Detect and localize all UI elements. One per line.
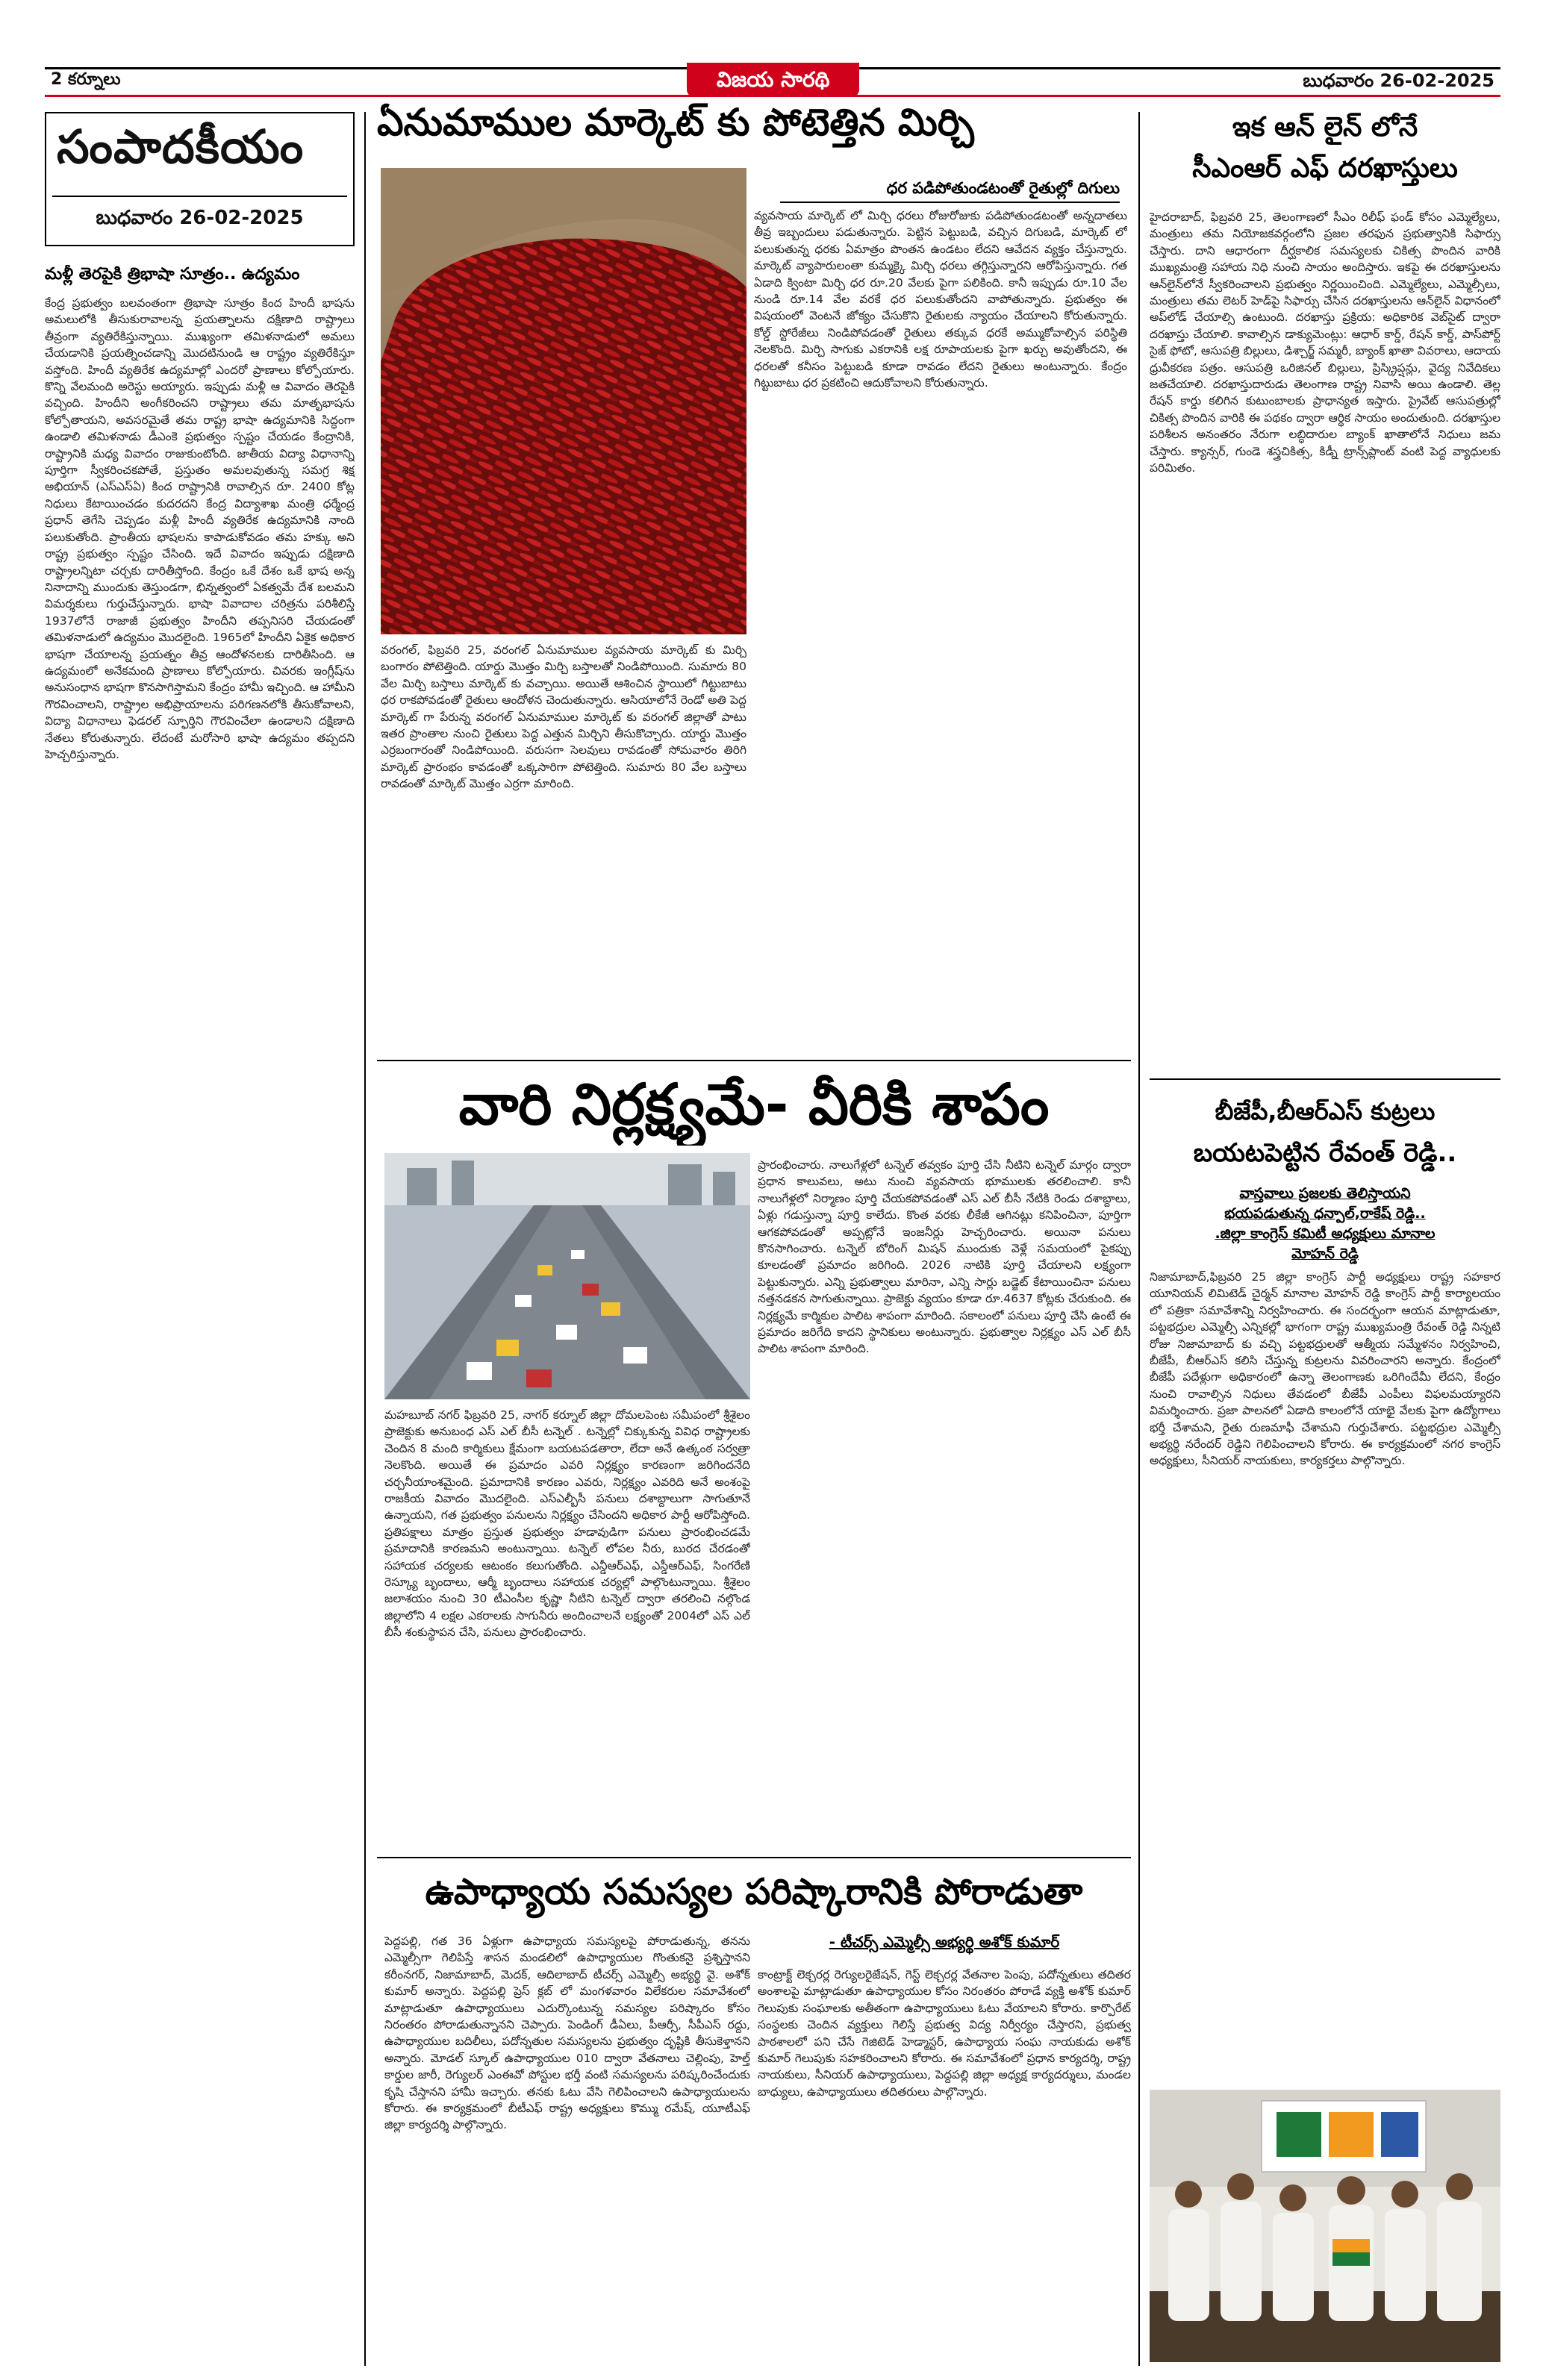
section-divider (1150, 1078, 1500, 1080)
bjp-subhead-1: వాస్తవాలు ప్రజలకు తెలిస్తాయని (1239, 1185, 1411, 1202)
editorial-rule (52, 196, 347, 197)
section-divider (377, 1060, 1131, 1061)
cmrf-headline-2: సీఎంఆర్ ఎఫ్ దరఖాస్తులు (1192, 153, 1458, 184)
column-divider (364, 112, 366, 2366)
editorial-title: సంపాదకీయం (57, 119, 305, 174)
teachers-body-right: కాంట్రాక్ట్ లెక్చరర్ల రెగ్యులరైజేషన్, గెస్ట్ లెక్చరర్ల వేతనాల పెంపు, పదోన్నతులు తదితర అంశాలపై మాట్లాడుతూ ఉపాధ్యాయుల కోసం నిరంతరం పోరాడే వ్యక్తి అశోక్ కుమార్ గెలుపుకు సంఘాలకు అతీతంగా ఉపాధ్యాయులు ఓటు వేయాలని కోరారు. కార్పొరేట్ సంస్థలకు చెందిన వ్యక్తులు గెలిస్తే ప్రభుత్వ విద్య నిర్వీర్యం చేస్తారని, ప్రభుత్వ పాఠశాలలో పని చేసే గెజిటెడ్ హెడ్మాస్టర్, ఉపాధ్యాయ సంఘ నాయకుడు అశోక్ కుమార్ గెలుపుకు సహకరించాలని కోరారు. ఈ సమావేశంలో ప్రధాన కార్యదర్శి, రాష్ట్ర నాయకులు, సీనియర్ ఉపాధ్యాయులు, పెద్దపల్లి జిల్లా అధ్యక్ష కార్యదర్శులు, మండల బాధ్యులు, ఉపాధ్యాయులు తదితరులు పాల్గొన్నారు. (758, 1968, 1131, 2099)
tunnel-body-left: మహబూబ్ నగర్ ఫిబ్రవరి 25, నాగర్ కర్నూల్ జిల్లా దోమలపెంట సమీపంలో శ్రీశైలం ప్రాజెక్టుకు అనుబంధ ఎస్ ఎల్ బీసీ టన్నెల్ . టన్నెల్లో చిక్కుకున్న వివిధ రాష్ట్రాలకు చెందిన 8 మంది కార్మికులు క్షేమంగా బయటపడతారా, లేదా అనే ఉత్కంఠ సర్వత్రా నెలకొంది. అయితే ఈ ప్రమాదం ఎవరి నిర్లక్ష్యం కారణంగా జరిగిందనేది చర్చనీయాంశమైంది. ప్రమాదానికి కారణం ఎవరు, నిర్లక్ష్యం ఎవరిది అనే అంశంపై రాజకీయ వివాదం మొదలైంది. ఎస్ఎల్బీసీ పనులు దశాబ్దాలుగా సాగుతూనే ఉన్నాయని, గత ప్రభుత్వం పనులను నిర్లక్ష్యం చేసిందని అధికార పార్టీ ఆరోపిస్తోంది. ప్రతిపక్షాలు మాత్రం ప్రస్తుత ప్రభుత్వం హడావుడిగా పనులు ప్రారంభించడమే ప్రమాదానికి కారణమని అంటున్నాయి. టన్నెల్ లోపల నీరు, బురద చేరడంతో సహాయక చర్యలకు ఆటంకం కలుగుతోంది. ఎన్డీఆర్ఎఫ్, ఎస్డీఆర్ఎఫ్, సింగరేణి రెస్క్యూ బృందాలు, ఆర్మీ బృందాలు సహాయక చర్యల్లో పాల్గొంటున్నాయి. శ్రీశైలం జలాశయం నుంచి 30 టీఎంసీల కృష్ణా నీటిని టన్నెల్ ద్వారా తరలించి నల్గొండ జిల్లాలోని 4 లక్షల ఎకరాలకు సాగునీరు అందించాలనే లక్ష్యంతో 2004లో ఎస్ ఎల్ బీసీ శంకుస్థాపన చేసి, పనులు ప్రారంభించారు. (384, 1408, 750, 1640)
newspaper-name: విజయ సారథి (687, 63, 859, 97)
editorial-headline: మళ్లీ తెరపైకి త్రిభాషా సూత్రం.. ఉద్యమం (45, 265, 300, 284)
bjp-subhead-2: భయపడుతున్న ధన్పాల్,రాకేష్ రెడ్డి.. (1224, 1205, 1426, 1222)
section-divider (377, 1857, 1131, 1858)
cmrf-body: హైదరాబాద్, ఫిబ్రవరి 25, తెలంగాణలో సీఎం రిలీఫ్ ఫండ్ కోసం ఎమ్మెల్యేలు, మంత్రులు తమ నియోజకవర్గంలోని ప్రజల తరఫున ప్రభుత్వానికి సిఫార్సు చేస్తారు. దాని ఆధారంగా దీర్ఘకాలిక సమస్యలకు చికిత్స పొందిన వారికి ముఖ్యమంత్రి సహాయ నిధి నుంచి సాయం అందిస్తారు. ఇకపై ఈ దరఖాస్తులను ఆన్‌లైన్‌లోనే స్వీకరించాలని ప్రభుత్వం నిర్ణయించింది. ఎమ్మెల్యేలు, ఎమ్మెల్సీలు, మంత్రులు తమ లెటర్ హెడ్‌పై సిఫార్సు చేసిన దరఖాస్తులను ఆన్‌లైన్ విధానంలో అప్‌లోడ్ చేయాల్సి ఉంటుంది. దరఖాస్తు ప్రక్రియ: అధికారిక వెబ్‌సైట్ ద్వారా దరఖాస్తు చేయాలి. కావాల్సిన డాక్యుమెంట్లు: ఆధార్ కార్డ్, రేషన్ కార్డ్, పాస్‌పోర్ట్ సైజ్ ఫోటో, ఆసుపత్రి బిల్లులు, డిశ్చార్జ్ సమ్మరీ, బ్యాంక్ ఖాతా వివరాలు, ఆదాయ ధ్రువీకరణ పత్రం. ఆసుపత్రి ఒరిజినల్ బిల్లులు, ప్రిస్క్రిప్షన్లు, వైద్య నివేదికలు జతచేయాలి. దరఖాస్తుదారుడు తెలంగాణ రాష్ట్ర నివాసి అయి ఉండాలి. తెల్ల రేషన్ కార్డు కలిగిన కుటుంబాలకు ప్రాధాన్యత ఇస్తారు. ప్రైవేట్ ఆసుపత్రుల్లో చికిత్స పొందిన వారికి ఈ పథకం ద్వారా ఆర్థిక సాయం అందుతుంది. దరఖాస్తుల పరిశీలన అనంతరం నేరుగా లబ్ధిదారుల బ్యాంక్ ఖాతాలోనే నిధులు జమ చేస్తారు. క్యాన్సర్, గుండె శస్త్రచికిత్స, కిడ్నీ ట్రాన్స్‌ప్లాంట్ వంటి పెద్ద వ్యాధులకు పరిమితం. (1150, 210, 1500, 475)
editorial-body: కేంద్ర ప్రభుత్వం బలవంతంగా త్రిభాషా సూత్రం కింద హిందీ భాషను అమలులోకి తీసుకురావాలన్న ప్రయత్నాలను దక్షిణాది రాష్ట్రాలు తీవ్రంగా వ్యతిరేకిస్తున్నాయి. ముఖ్యంగా తమిళనాడులో అమలు చేయడానికి ప్రయత్నించడాన్ని మొదటినుండి ఆ రాష్ట్రం వ్యతిరేకిస్తూ వస్తోంది. హిందీ వ్యతిరేక ఉద్యమాల్లో ఎందరో ప్రాణాలు కోల్పోయారు. కొన్ని వేలమంది అరెస్టు అయ్యారు. ఇప్పుడు మళ్లీ ఆ వివాదం తెరపైకి వచ్చింది. హిందీని అంగీకరించని రాష్ట్రాలు తమ మాతృభాషను కోల్పోతాయని, అవసరమైతే తమ రాష్ట్ర భాషా ఉద్యమానికి సిద్ధంగా ఉండాలి తమిళనాడు డీఎంకె ప్రభుత్వం స్పష్టం చేయడం కేంద్రానికి, రాష్ట్రానికి మధ్య వివాదం రాజుకుంటోంది. జాతీయ విద్యా విధానాన్ని పూర్తిగా స్వీకరించకపోతే, ప్రస్తుతం అమలవుతున్న సమగ్ర శిక్ష అభియాన్ (ఎస్ఎస్ఏ) కింద రాష్ట్రానికి రావాల్సిన రూ. 2400 కోట్ల నిధులు కేటాయించడం కుదరదని కేంద్ర విద్యాశాఖ మంత్రి ధర్మేంద్ర ప్రధాన్ తెగేసి చెప్పడం మళ్లీ హిందీ వ్యతిరేక ఉద్యమానికి నాంది పలుకుతోంది. ప్రాంతీయ భాషలను కాపాడుకోవడం తమ హక్కు అని రాష్ట్ర ప్రభుత్వం స్పష్టం చేసింది. ఇదే వివాదం ఇప్పుడు దక్షిణాది రాష్ట్రాలన్నిటా చర్చకు దారితీస్తోంది. కేంద్రం ఒకే దేశం ఒకే భాష అన్న నినాదాన్ని ముందుకు తెస్తుండగా, భిన్నత్వంలో ఏకత్వమే దేశ బలమని విమర్శకులు గుర్తుచేస్తున్నారు. భాషా వివాదాల చరిత్రను పరిశీలిస్తే 1937లోనే రాజాజీ ప్రభుత్వం హిందీని తప్పనిసరి చేయడంతో తమిళనాడులో ఉద్యమం మొదలైంది. 1965లో హిందీని ఏకైక అధికార భాషగా చేయాలన్న ప్రయత్నం తీవ్ర ఆందోళనలకు దారితీసింది. ఆ ఉద్యమంలో అనేకమంది ప్రాణాలు కోల్పోయారు. చివరకు ఇంగ్లీష్‌ను అనుసంధాన భాషగా కొనసాగిస్తామని కేంద్రం హామీ ఇచ్చింది. ఆ హామీని గౌరవించాలని, రాష్ట్రాల అభిప్రాయాలను పరిగణనలోకి తీసుకోవాలని, విద్యా విధానాలు ఫెడరల్ స్ఫూర్తిని గౌరవించేలా ఉండాలని దక్షిణాది నేతలు కోరుతున్నారు. లేదంటే మరోసారి భాషా ఉద్యమం తప్పదని హెచ్చరిస్తున్నారు. (45, 296, 355, 761)
bjp-headline-2: బయటపెట్టిన రేవంత్ రెడ్డి.. (1193, 1138, 1457, 1168)
mirchi-body-left: వరంగల్, ఫిబ్రవరి 25, వరంగల్ ఏనుమాముల వ్యవసాయ మార్కెట్ కు మిర్చి బంగారం పోటెత్తింది. యార్డు మొత్తం మిర్చి బస్తాలతో నిండిపోయింది. సుమారు 80 వేల మిర్చి బస్తాలు మార్కెట్ కు వచ్చాయి. అయితే ఆశించిన స్థాయిలో గిట్టుబాటు ధర రాకపోవడంతో రైతులు ఆందోళన చెందుతున్నారు. ఆసియాలోనే రెండో అతి పెద్ద మార్కెట్ గా పేరున్న వరంగల్ ఏనుమాముల మార్కెట్ కు వరంగల్ జిల్లాతో పాటు ఇతర ప్రాంతాల నుంచి రైతులు పెద్ద ఎత్తున మిర్చిని తీసుకొచ్చారు. యార్డు మొత్తం ఎర్రబంగారంతో నిండిపోయింది. వరుసగా సెలవులు రావడంతో సోమవారం తిరిగి మార్కెట్ ప్రారంభం కావడంతో ఒక్కసారిగా పోటెత్తింది. సుమారు 80 వేల బస్తాలు రావడంతో మార్కెట్ మొత్తం ఎర్రగా మారింది. (381, 643, 746, 791)
teachers-headline: ఉపాధ్యాయ సమస్యల పరిష్కారానికి పోరాడుతా (425, 1871, 1083, 1913)
masthead (45, 67, 1500, 100)
teachers-subhead: - టీచర్స్ ఎమ్మెల్సీ అభ్యర్థి అశోక్ కుమార్ (829, 1933, 1060, 1951)
teachers-body-left: పెద్దపల్లి, గత 36 ఏళ్లుగా ఉపాధ్యాయ సమస్యలపై పోరాడుతున్న, తనను ఎమ్మెల్సీగా గెలిపిస్తే శాసన మండలిలో ఉపాధ్యాయుల గొంతుకనై ప్రశ్నిస్తానని కరీంనగర్, నిజామాబాద్, మెదక్, ఆదిలాబాద్ టీచర్స్ ఎమ్మెల్సీ అభ్యర్థి వై. అశోక్ కుమార్ అన్నారు. పెద్దపల్లి ప్రెస్ క్లబ్ లో మంగళవారం విలేకరుల సమావేశంలో మాట్లాడుతూ ఉపాధ్యాయులు ఎదుర్కొంటున్న సమస్యల పరిష్కారం కోసం నిరంతరం పోరాడుతున్నానని చెప్పారు. పెండింగ్ డీఏలు, పీఆర్సీ, సీపీఎస్ రద్దు, ఉపాధ్యాయుల బదిలీలు, పదోన్నతుల సమస్యలను ప్రభుత్వం దృష్టికి తీసుకెళ్తానని అన్నారు. మోడల్ స్కూల్ ఉపాధ్యాయుల 010 ద్వారా వేతనాలు చెల్లింపు, హెల్త్ కార్డుల జారీ, రెగ్యులర్ ఎంఈవో పోస్టుల భర్తీ వంటి సమస్యలను పరిష్కరించేందుకు కృషి చేస్తానని హామీ ఇచ్చారు. తనకు ఓటు వేసి గెలిపించాలని ఉపాధ్యాయులను కోరారు. ఈ కార్యక్రమంలో బీటీఎఫ్ రాష్ట్ర అధ్యక్షులు కొమ్ము రమేష్, యూటీఎఫ్ జిల్లా కార్యదర్శి పాల్గొన్నారు. (384, 1934, 750, 2132)
mirchi-body-right: వ్యవసాయ మార్కెట్ లో మిర్చి ధరలు రోజురోజుకు పడిపోతుండటంతో అన్నదాతలు తీవ్ర ఇబ్బందులు పడుతున్నారు. పెట్టిన పెట్టుబడి, వచ్చిన దిగుబడి, మార్కెట్ లో పలుకుతున్న ధరకు ఏమాత్రం పొంతన ఉండటం లేదని ఆవేదన వ్యక్తం చేస్తున్నారు. మార్కెట్ వ్యాపారులంతా కుమ్మక్కై మిర్చి ధరలు తగ్గిస్తున్నారని ఆరోపిస్తున్నారు. గత ఏడాది క్వింటా మిర్చి ధర రూ.20 వేలకు పైగా పలికింది. కానీ ఇప్పుడు రూ.10 వేల నుండి రూ.14 వేల వరకే ధర పలుకుతోందని వాపోతున్నారు. ప్రభుత్వం ఈ విషయంలో వెంటనే జోక్యం చేసుకొని రైతులకు న్యాయం చేయాలని కోరుతున్నారు. కోల్డ్ స్టోరేజీలు నిండిపోవడంతో రైతులు తక్కువ ధరకే అమ్ముకోవాల్సిన పరిస్థితి నెలకొంది. మిర్చి సాగుకు ఎకరానికి లక్ష రూపాయలకు పైగా ఖర్చు అవుతోందని, ఈ ధరలతో కనీసం పెట్టుబడి కూడా రావడం లేదని రైతులు అంటున్నారు. కేంద్రం గిట్టుబాటు ధర ప్రకటించి ఆదుకోవాలని కోరుతున్నారు. (754, 209, 1127, 390)
bjp-body: నిజామాబాద్,ఫిబ్రవరి 25 జిల్లా కాంగ్రెస్ పార్టీ అధ్యక్షులు రాష్ట్ర సహకార యూనియన్ లిమిటెడ్ చైర్మన్ మానాల మోహన్ రెడ్డి కాంగ్రెస్ పార్టీ కార్యాలయం లో పత్రికా సమావేశాన్ని నిర్వహించారు. ఈ సందర్భంగా ఆయన మాట్లాడుతూ, పట్టభద్రుల ఎమ్మెల్సీ ఎన్నికల్లో భాగంగా రాష్ట్ర ముఖ్యమంత్రి రేవంత్ రెడ్డి నిన్నటి రోజు నిజామాబాద్ కు వచ్చి పట్టభద్రులతో ఆత్మీయ సమ్మేళనం నిర్వహించి, బీజేపీ, బీఆర్ఎస్ కలిసి చేస్తున్న కుట్రలను వివరించారని అన్నారు. కేంద్రంలో బీజేపీ పదేళ్లుగా అధికారంలో ఉన్నా తెలంగాణకు ఒరిగిందేమీ లేదని, కేంద్రం నుంచి రావాల్సిన నిధులు తేవడంలో బీజేపీ ఎంపీలు విఫలమయ్యారని విమర్శించారు. ప్రజా పాలనలో ఏడాది కాలంలోనే యాభై వేలకు పైగా ఉద్యోగాలు భర్తీ చేశామని, రైతు రుణమాఫీ చేశామని గుర్తుచేశారు. పట్టభద్రుల ఎమ్మెల్సీ అభ్యర్థి నరేందర్ రెడ్డిని గెలిపించాలని కోరారు. ఈ కార్యక్రమంలో నగర కాంగ్రెస్ అధ్యక్షులు, సీనియర్ నాయకులు, కార్యకర్తలు పాల్గొన్నారు. (1150, 1270, 1500, 1468)
column-divider (1138, 112, 1140, 2366)
bjp-subhead-3: .జిల్లా కాంగ్రెస్ కమిటీ అధ్యక్షులు మానాల (1215, 1225, 1436, 1242)
chilli-photo (381, 168, 746, 634)
masthead-date: బుధవారం 26-02-2025 (1303, 70, 1494, 91)
editorial-box (45, 112, 355, 246)
mirchi-subhead: ధర పడిపోతుండటంతో రైతుల్లో దిగులు (780, 179, 1120, 203)
bjp-subhead-4: మోహన్ రెడ్డి (1291, 1246, 1359, 1262)
tunnel-headline: వారి నిర్లక్ష్యమే- వీరికి శాపం (458, 1071, 1050, 1137)
traffic-photo (384, 1153, 750, 1399)
editorial-date: బుధవారం 26-02-2025 (96, 207, 304, 229)
tunnel-body-right: ప్రారంభించారు. నాలుగేళ్లలో టన్నెల్ తవ్వకం పూర్తి చేసి నీటిని టన్నెల్ మార్గం ద్వారా ప్రధాన కాలువలు, అటు నుంచి వ్యవసాయ భూములకు తరలించాలి. కానీ నాలుగేళ్లలో నిర్మాణం పూర్తి చేయకపోవడంతో ఎస్ ఎల్ బీసీ నేటికి రెండు దశాబ్దాలు, ఏళ్లు గడుస్తున్నా పూర్తి కాలేదు. కొంత వరకు లీకేజీ ఆగినట్లు కనిపించినా, పూర్తిగా ఆగకపోవడంతో అప్పట్లోనే ఇంజనీర్లు హెచ్చరించారు. అయినా పనులు కొనసాగించారు. టన్నెల్ బోరింగ్ మిషన్ ముందుకు వెళ్లే సమయంలో పైకప్పు కూలడంతో ప్రమాదం జరిగింది. 2026 నాటికి పూర్తి చేయాలని లక్ష్యంగా పెట్టుకున్నారు. ఎన్ని ప్రభుత్వాలు మారినా, ఎన్ని సార్లు బడ్జెట్ కేటాయించినా పనులు నత్తనడకన సాగుతున్నాయి. ప్రాజెక్టు వ్యయం కూడా రూ.4637 కోట్లకు చేరుకుంది. ఈ నిర్లక్ష్యమే కార్మికుల పాలిట శాపంగా మారింది. సకాలంలో పనులు పూర్తి చేసి ఉంటే ఈ ప్రమాదం జరిగేది కాదని స్థానికులు అంటున్నారు. ప్రభుత్వాల నిర్లక్ష్యం ఎస్ ఎల్ బీసీ పాలిట శాపంగా మారింది. (758, 1158, 1131, 1356)
cmrf-headline-1: ఇక ఆన్ లైన్ లోనే (1232, 112, 1418, 143)
press-meet-photo (1150, 2090, 1500, 2362)
mirchi-headline: ఏనుమాముల మార్కెట్ కు పోటెత్తిన మిర్చి (377, 101, 974, 144)
bjp-headline-1: బీజేపీ,బీఆర్ఎస్ కుట్రలు (1215, 1097, 1436, 1125)
page-number: 2 కర్నూలు (51, 70, 121, 89)
